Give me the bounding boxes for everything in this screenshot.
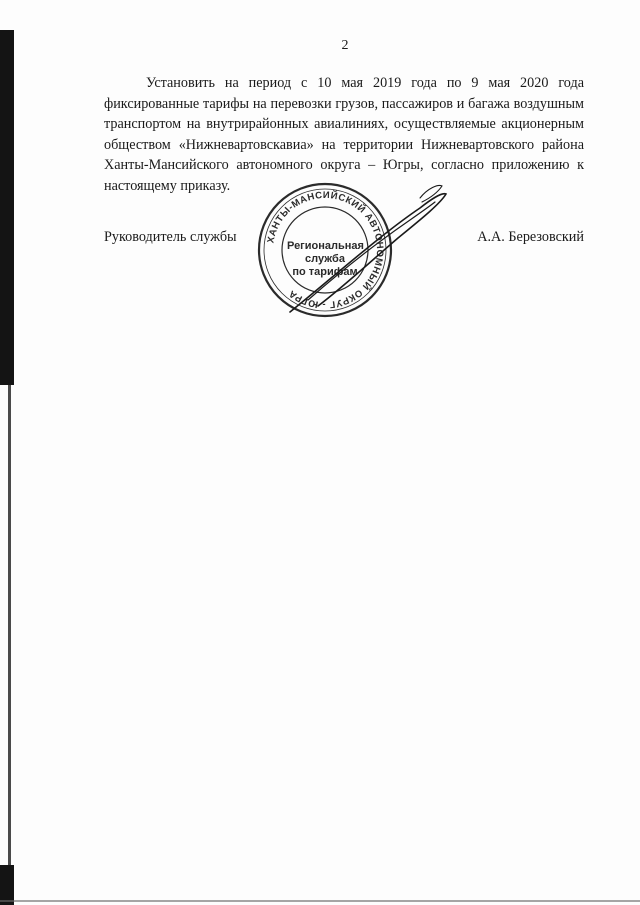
page-number: 2	[341, 38, 349, 53]
order-paragraph: Установить на период с 10 мая 2019 года по 9 мая 2020 года фиксированные тарифы на перевозки грузов, пассажиров и багажа воздушным транспортом на внутрирайонных авиалиниях, осуществляемые акционерным обществом «Нижневартовскавиа» на территории Нижневартовского района Ханты-Мансийского автономного округа – Югры, согласно приложению к настоящему приказу.	[104, 75, 584, 194]
seal-ring-text: ХАНТЫ-МАНСИЙСКИЙ АВТОНОМНЫЙ ОКРУГ - ЮГРА	[265, 189, 386, 311]
scan-edge-artifact	[0, 30, 14, 385]
handwritten-signature-icon	[270, 180, 460, 320]
seal-line-1: Региональная	[287, 240, 364, 252]
scan-edge-line	[8, 385, 11, 865]
signatory-name: А.А. Березовский	[477, 229, 584, 245]
signatory-title: Руководитель службы	[104, 229, 237, 245]
seal-line-2: служба	[305, 253, 345, 265]
scan-edge-artifact-bottom	[0, 865, 14, 905]
scan-bottom-rule	[0, 900, 640, 902]
seal-line-3: по тарифам	[292, 266, 358, 278]
